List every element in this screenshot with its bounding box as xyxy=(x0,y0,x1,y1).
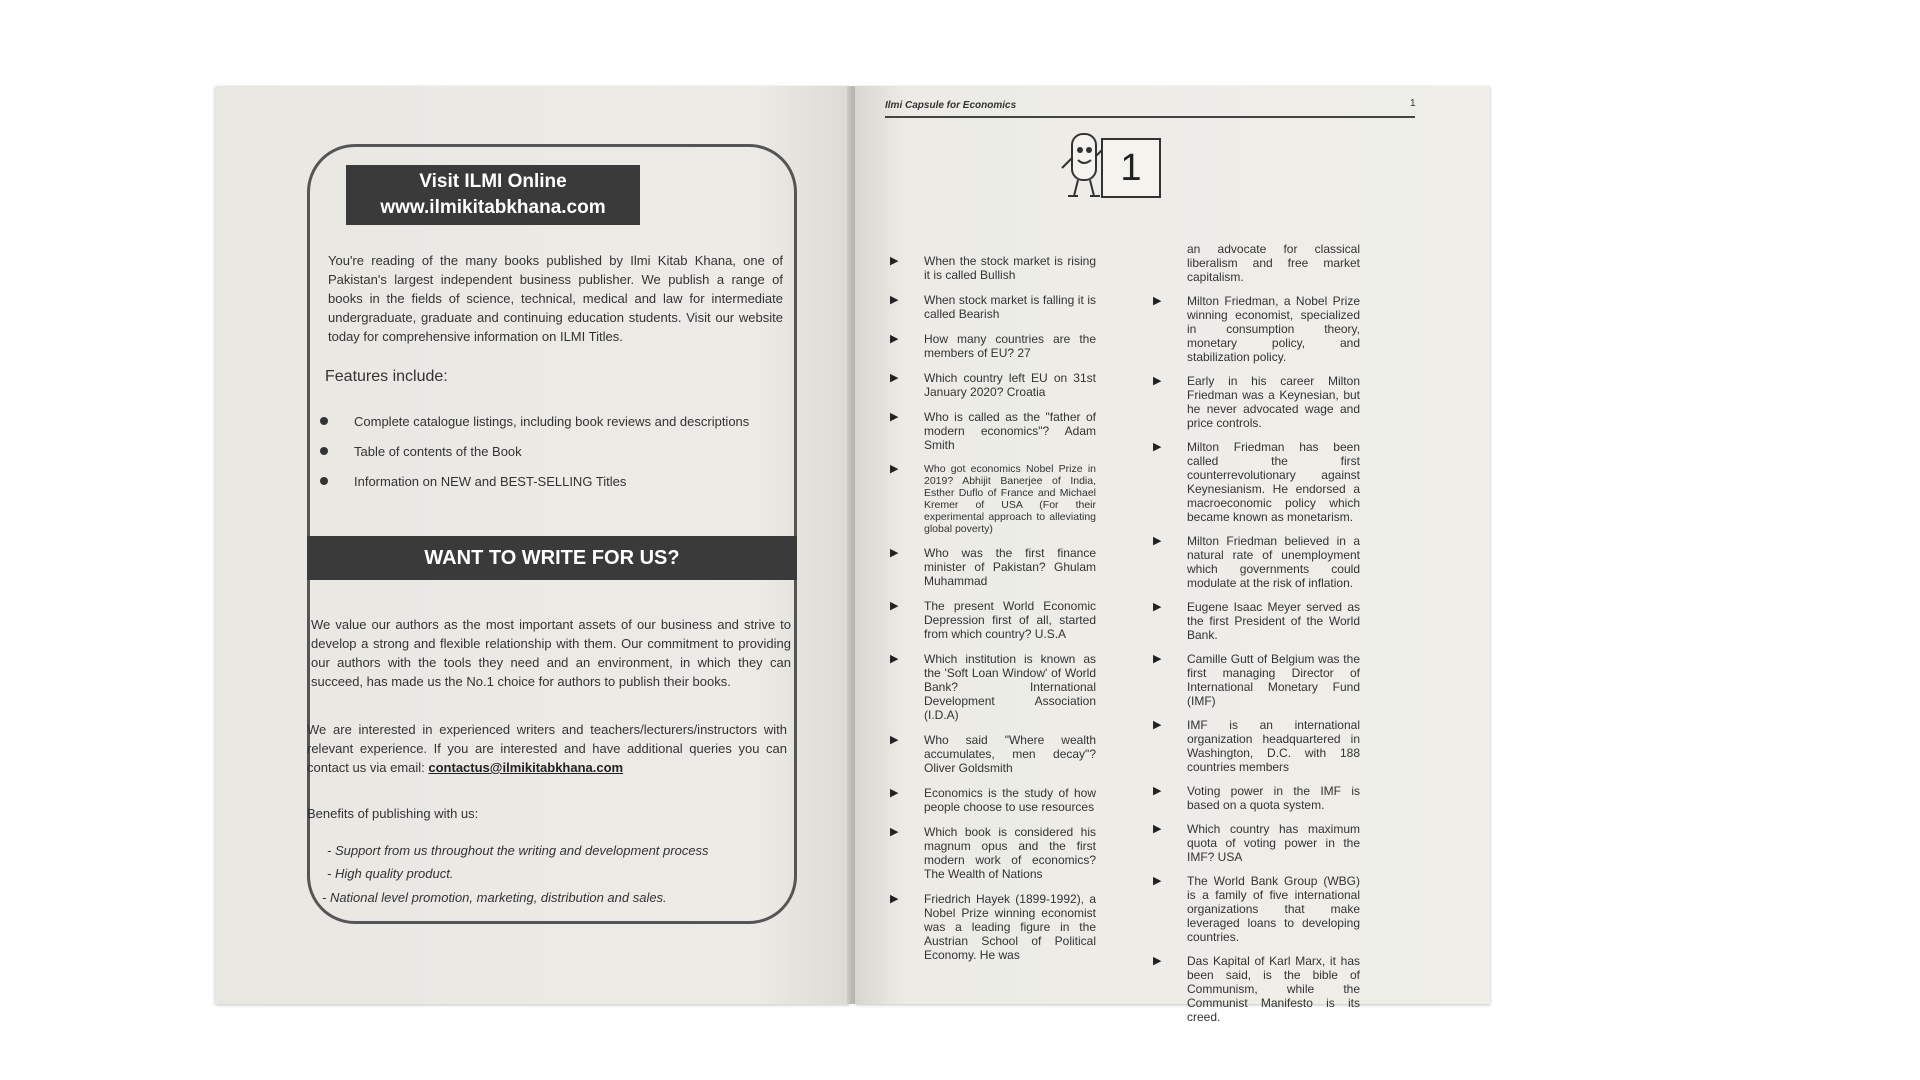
bullet-icon xyxy=(320,417,328,425)
fact-item: ▶ How many countries are the members of EU? 27 xyxy=(890,332,1096,360)
facts-column-1 xyxy=(890,254,1096,973)
arrow-bullet-icon: ▶ xyxy=(1153,719,1162,731)
benefit-item: - Support from us throughout the writing and development process xyxy=(327,843,709,858)
fact-item: ▶ Who was the first finance minister of Pakistan? Ghulam Muhammad xyxy=(890,546,1096,588)
fact-item: ▶ Eugene Isaac Meyer served as the first President of the World Bank. xyxy=(1153,600,1360,642)
chapter-number-box: 1 xyxy=(1101,138,1161,198)
fact-item: ▶ IMF is an international organization headquartered in Washington, D.C. with 188 countries members xyxy=(1153,718,1360,774)
list-item: Information on NEW and BEST-SELLING Titles xyxy=(320,466,780,496)
arrow-bullet-icon: ▶ xyxy=(890,893,899,905)
arrow-bullet-icon: ▶ xyxy=(1153,535,1162,547)
fact-item: ▶ Who is called as the "father of modern economics"? Adam Smith xyxy=(890,410,1096,452)
arrow-bullet-icon: ▶ xyxy=(1153,441,1162,453)
arrow-bullet-icon: ▶ xyxy=(890,333,899,345)
right-page xyxy=(855,86,1490,1024)
arrow-bullet-icon: ▶ xyxy=(890,463,899,475)
arrow-bullet-icon: ▶ xyxy=(1153,295,1162,307)
header-rule xyxy=(885,116,1415,118)
arrow-bullet-icon: ▶ xyxy=(890,547,899,559)
fact-item: ▶ Milton Friedman, a Nobel Prize winning economist, specialized in consumption theory, monetary policy, and stabilization policy. xyxy=(1153,294,1360,364)
fact-item: ▶ Which institution is known as the 'Soft Loan Window' of World Bank? International Development Association (I.D.A) xyxy=(890,652,1096,722)
authors-paragraph: We value our authors as the most important assets of our business and strive to develop a strong and flexible relationship with them. Our commitment to providing our authors with the tools they need and an environment, in which they can succeed, has made us the No.1 choice for authors to publish their books. xyxy=(311,617,791,689)
bullet-icon xyxy=(320,477,328,485)
fact-item: ▶ Friedrich Hayek (1899-1992), a Nobel Prize winning economist was a leading figure in the Austrian School of Political Economy. He was xyxy=(890,892,1096,962)
fact-item: ▶ Who got economics Nobel Prize in 2019? Abhijit Banerjee of India, Esther Duflo of France and Michael Kremer of USA (For their experimental approach to alleviating global poverty) xyxy=(890,463,1096,535)
page-number: 1 xyxy=(1410,98,1416,109)
arrow-bullet-icon: ▶ xyxy=(1153,653,1162,665)
arrow-bullet-icon: ▶ xyxy=(1153,785,1162,797)
want-to-write-banner: WANT TO WRITE FOR US? xyxy=(307,536,797,580)
bullet-icon xyxy=(320,447,328,455)
arrow-bullet-icon: ▶ xyxy=(890,255,899,267)
visit-url: www.ilmikitabkhana.com xyxy=(380,197,606,218)
fact-item: ▶ The present World Economic Depression first of all, started from which country? U.S.A xyxy=(890,599,1096,641)
left-page xyxy=(215,86,850,1004)
benefit-item: - High quality product. xyxy=(327,866,454,881)
arrow-bullet-icon: ▶ xyxy=(890,411,899,423)
fact-item: ▶ Which country has maximum quota of voting power in the IMF? USA xyxy=(1153,822,1360,864)
arrow-bullet-icon: ▶ xyxy=(890,653,899,665)
fact-item: ▶ Early in his career Milton Friedman was a Keynesian, but he never advocated wage and price controls. xyxy=(1153,374,1360,430)
fact-item: ▶ Economics is the study of how people choose to use resources xyxy=(890,786,1096,814)
email-link[interactable]: contactus@ilmikitabkhana.com xyxy=(428,760,624,775)
benefit-item: - National level promotion, marketing, distribution and sales. xyxy=(322,890,667,905)
fact-item: ▶ Voting power in the IMF is based on a quota system. xyxy=(1153,784,1360,812)
arrow-bullet-icon: ▶ xyxy=(1153,875,1162,887)
fact-item: ▶ The World Bank Group (WBG) is a family of five international organizations that make leveraged loans to developing countries. xyxy=(1153,874,1360,944)
intro-paragraph: You're reading of the many books published by Ilmi Kitab Khana, one of Pakistan's largest independent business publisher. We publish a range of books in the fields of science, technical, medical and law for intermediate undergraduate, graduate and continuing education students. Visit our website today for comprehensive information on ILMI Titles. xyxy=(328,253,783,344)
arrow-bullet-icon: ▶ xyxy=(890,600,899,612)
open-book xyxy=(215,86,1490,1024)
arrow-bullet-icon: ▶ xyxy=(890,372,899,384)
features-list xyxy=(320,406,780,496)
fact-item: ▶ Milton Friedman believed in a natural rate of unemployment which governments could modulate at the risk of inflation. xyxy=(1153,534,1360,590)
visit-title: Visit ILMI Online xyxy=(419,171,567,192)
fact-item: an advocate for classical liberalism and free market capitalism. xyxy=(1187,242,1360,284)
fact-item: ▶ Who said "Where wealth accumulates, men decay"? Oliver Goldsmith xyxy=(890,733,1096,775)
arrow-bullet-icon: ▶ xyxy=(890,826,899,838)
contact-paragraph: We are interested in experienced writers and teachers/lecturers/instructors with relevant experience. If you are interested and have additional queries you can contact us via email: contactus@ilmikitabkhana.com xyxy=(307,722,787,775)
arrow-bullet-icon: ▶ xyxy=(1153,375,1162,387)
arrow-bullet-icon: ▶ xyxy=(890,734,899,746)
features-heading: Features include: xyxy=(325,368,448,385)
fact-item: ▶ Which country left EU on 31st January 2020? Croatia xyxy=(890,371,1096,399)
list-item: Table of contents of the Book xyxy=(320,436,780,466)
arrow-bullet-icon: ▶ xyxy=(1153,601,1162,613)
fact-item: ▶ Which book is considered his magnum opus and the first modern work of economics? The Wealth of Nations xyxy=(890,825,1096,881)
benefits-heading: Benefits of publishing with us: xyxy=(307,806,479,821)
list-item: Complete catalogue listings, including book reviews and descriptions xyxy=(320,406,780,436)
visit-banner xyxy=(346,165,640,225)
fact-item: ▶ Das Kapital of Karl Marx, it has been said, is the bible of Communism, while the Communist Manifesto is its creed. xyxy=(1153,954,1360,1024)
facts-column-2 xyxy=(1153,242,1360,1034)
arrow-bullet-icon: ▶ xyxy=(890,294,899,306)
arrow-bullet-icon: ▶ xyxy=(1153,955,1162,967)
arrow-bullet-icon: ▶ xyxy=(890,787,899,799)
fact-item: ▶ Camille Gutt of Belgium was the first managing Director of International Monetary Fund (IMF) xyxy=(1153,652,1360,708)
fact-item: ▶ When stock market is falling it is called Bearish xyxy=(890,293,1096,321)
fact-item: ▶ When the stock market is rising it is called Bullish xyxy=(890,254,1096,282)
running-header: Ilmi Capsule for Economics xyxy=(885,100,1017,111)
arrow-bullet-icon: ▶ xyxy=(1153,823,1162,835)
fact-item: ▶ Milton Friedman has been called the first counterrevolutionary against Keynesianism. He endorsed a macroeconomic policy which became known as monetarism. xyxy=(1153,440,1360,524)
